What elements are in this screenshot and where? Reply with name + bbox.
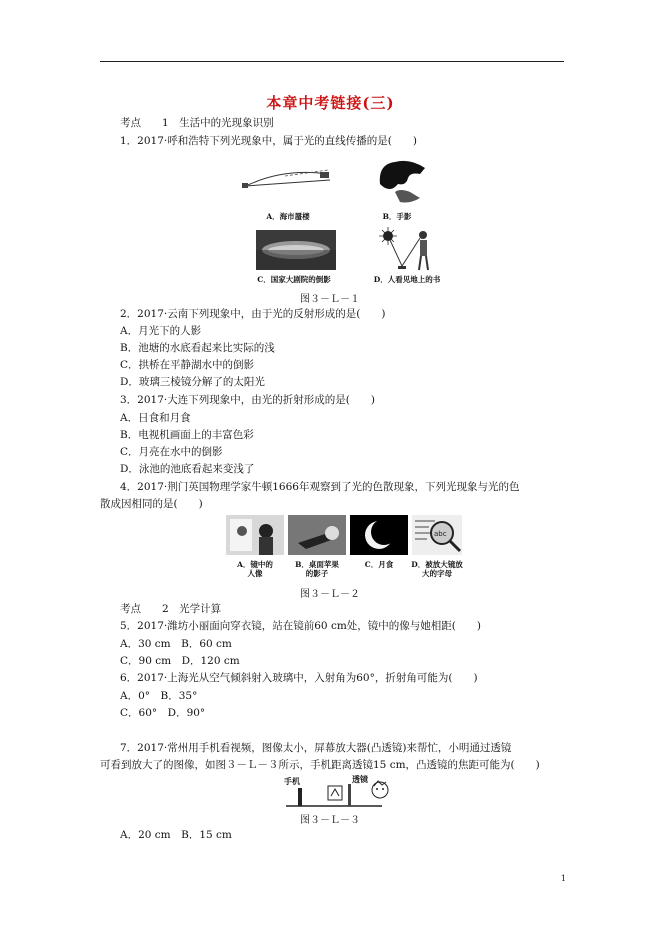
q5-options-ab: A．30 cm B．60 cm [120,638,232,650]
theatre-reflection-photo [256,230,336,270]
phone-label: 手机 [284,776,300,786]
q6-options-ab: A．0° B．35° [120,690,198,702]
section-heading-1: 考点 1 生活中的光现象识别 [120,117,274,129]
page-title: 本章中考链接(三) [266,94,395,112]
q3-option-d: D．泳池的池底看起来变浅了 [120,463,255,475]
mirage-illustration [240,158,335,203]
q7-options-ab: A．20 cm B．15 cm [120,829,232,841]
figure-caption-3: 图３－Ｌ－３ [300,815,360,826]
q2-option-d: D．玻璃三棱镜分解了的太阳光 [120,376,265,388]
q5-options-cd: C．90 cm D．120 cm [120,655,240,667]
q3-option-c: C．月亮在水中的倒影 [120,446,223,458]
q4-caption-a: A．镜中的 人像 [237,560,273,578]
hand-shadow-illustration [370,154,430,209]
question-5-stem: 5．2017·潍坊小丽面向穿衣镜，站在镜前60 cm处，镜中的像与她相距( ) [120,620,481,632]
question-7-stem-line-2: 可看到放大了的图像，如图３－Ｌ－３所示，手机距离透镜15 cm，凸透镜的焦距可能为( ) [100,759,540,771]
q1-caption-b: B．手影 [382,212,412,221]
phone-lens-setup-illustration [282,780,396,808]
q4-caption-c: C．月食 [364,560,394,569]
q2-option-b: B．池塘的水底看起来比实际的浅 [120,342,275,354]
question-7-stem-line-1: 7．2017·常州用手机看视频，图像太小，屏幕放大器(凸透镜)来帮忙，小明通过透镜 [120,742,512,754]
q4-caption-d: D．被放大镜放 大的字母 [411,560,463,578]
magnifier-letters-photo [412,515,462,555]
q3-option-b: B．电视机画面上的丰富色彩 [120,429,254,441]
figure-caption-2: 图３－Ｌ－２ [300,589,360,600]
q1-caption-a: A．海市蜃楼 [266,212,310,221]
person-sees-book-illustration [378,226,438,274]
q2-option-a: A．月光下的人影 [120,325,202,337]
header-rule [100,61,564,62]
question-4-stem-line-2: 散成因相同的是( ) [100,498,203,510]
apple-shadow-photo [288,515,346,555]
section-heading-2: 考点 2 光学计算 [120,603,222,615]
q2-option-c: C．拱桥在平静湖水中的倒影 [120,359,255,371]
question-3-stem: 3．2017·大连下列现象中，由光的折射形成的是( ) [120,394,375,406]
svg-text:abc: abc [434,530,447,538]
lens-label: 透镜 [352,774,368,784]
lunar-eclipse-photo [350,515,408,555]
q1-caption-c: C．国家大剧院的倒影 [257,275,331,284]
question-2-stem: 2．2017·云南下列现象中，由于光的反射形成的是( ) [120,308,386,320]
q6-options-cd: C．60° D．90° [120,707,206,719]
q3-option-a: A．日食和月食 [120,412,191,424]
question-1-stem: 1．2017·呼和浩特下列光现象中，属于光的直线传播的是( ) [120,135,417,147]
question-6-stem: 6．2017·上海光从空气倾斜射入玻璃中，入射角为60°，折射角可能为( ) [120,672,478,684]
figure-caption-1: 图３－Ｌ－１ [300,294,360,305]
mirror-portrait-photo [226,515,284,555]
question-4-stem-line-1: 4．2017·荆门英国物理学家牛顿1666年观察到了光的色散现象，下列光现象与光的色 [120,481,520,493]
q4-caption-b: B．桌面苹果 的影子 [295,560,339,578]
page-number: 1 [560,874,566,883]
q1-caption-d: D．人看见地上的书 [373,275,441,284]
